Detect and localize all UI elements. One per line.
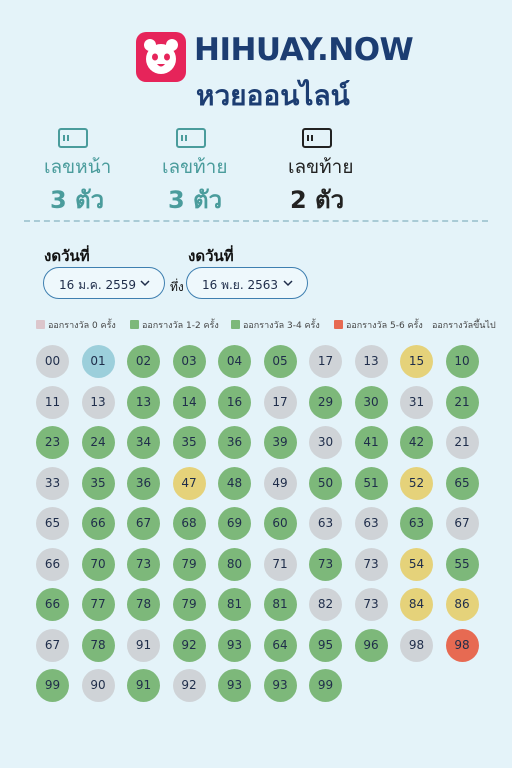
number-ball[interactable]: 52 xyxy=(400,467,433,500)
dashed-divider xyxy=(24,220,488,222)
number-ball[interactable]: 98 xyxy=(446,629,479,662)
chevron-down-icon xyxy=(138,276,152,290)
number-ball[interactable]: 65 xyxy=(36,507,69,540)
number-ball[interactable]: 36 xyxy=(127,467,160,500)
number-ball[interactable]: 35 xyxy=(173,426,206,459)
number-ball[interactable]: 71 xyxy=(264,548,297,581)
number-ball[interactable]: 69 xyxy=(218,507,251,540)
number-ball[interactable]: 34 xyxy=(127,426,160,459)
number-ball[interactable]: 23 xyxy=(36,426,69,459)
number-ball[interactable]: 79 xyxy=(173,588,206,621)
number-ball[interactable]: 13 xyxy=(355,345,388,378)
tab-label: เลขหน้า xyxy=(44,156,112,178)
legend-label: ออกรางวัล 1-2 ครั้ง xyxy=(142,321,219,331)
number-ball[interactable]: 99 xyxy=(309,669,342,702)
brand-subtitle: หวยออนไลน์ xyxy=(196,79,350,112)
number-ball[interactable]: 91 xyxy=(127,669,160,702)
number-ball[interactable]: 14 xyxy=(173,386,206,419)
number-ball[interactable]: 90 xyxy=(82,669,115,702)
number-ball[interactable]: 24 xyxy=(82,426,115,459)
number-ball[interactable]: 80 xyxy=(218,548,251,581)
number-ball[interactable]: 17 xyxy=(309,345,342,378)
number-ball[interactable]: 50 xyxy=(309,467,342,500)
number-ball[interactable]: 00 xyxy=(36,345,69,378)
legend-label: ออกรางวัล 0 ครั้ง xyxy=(48,321,116,331)
number-ball[interactable]: 02 xyxy=(127,345,160,378)
number-ball[interactable]: 73 xyxy=(355,588,388,621)
ticket-icon xyxy=(302,128,332,148)
number-ball[interactable]: 10 xyxy=(446,345,479,378)
number-ball[interactable]: 36 xyxy=(218,426,251,459)
number-ball[interactable]: 81 xyxy=(218,588,251,621)
legend-swatch xyxy=(231,320,240,329)
number-ball[interactable]: 67 xyxy=(127,507,160,540)
number-ball[interactable]: 63 xyxy=(355,507,388,540)
legend-label: ออกรางวัล 3-4 ครั้ง xyxy=(243,321,320,331)
to-date-label: งดวันที่ xyxy=(188,247,234,265)
number-ball[interactable]: 93 xyxy=(218,629,251,662)
legend-swatch xyxy=(334,320,343,329)
number-ball[interactable]: 93 xyxy=(218,669,251,702)
number-ball[interactable]: 21 xyxy=(446,386,479,419)
number-ball[interactable]: 79 xyxy=(173,548,206,581)
number-ball[interactable]: 51 xyxy=(355,467,388,500)
brand-header xyxy=(136,30,426,110)
number-ball[interactable]: 82 xyxy=(309,588,342,621)
legend xyxy=(36,318,506,332)
number-ball[interactable]: 98 xyxy=(400,629,433,662)
number-ball[interactable]: 77 xyxy=(82,588,115,621)
number-ball[interactable]: 13 xyxy=(82,386,115,419)
number-ball[interactable]: 03 xyxy=(173,345,206,378)
number-ball[interactable]: 60 xyxy=(264,507,297,540)
number-ball[interactable]: 78 xyxy=(82,629,115,662)
tab-sublabel: 2 ตัว xyxy=(290,186,345,214)
to-date-value: 16 พ.ย. 2563 xyxy=(202,278,279,292)
number-ball[interactable]: 67 xyxy=(446,507,479,540)
number-ball[interactable]: 64 xyxy=(264,629,297,662)
number-ball[interactable]: 04 xyxy=(218,345,251,378)
number-ball[interactable]: 55 xyxy=(446,548,479,581)
number-ball[interactable]: 41 xyxy=(355,426,388,459)
number-ball[interactable]: 39 xyxy=(264,426,297,459)
number-ball[interactable]: 47 xyxy=(173,467,206,500)
number-ball[interactable]: 33 xyxy=(36,467,69,500)
to-connector: ทึ่ง xyxy=(170,280,184,294)
legend-item xyxy=(231,318,320,332)
number-ball[interactable]: 96 xyxy=(355,629,388,662)
number-ball[interactable]: 30 xyxy=(355,386,388,419)
legend-swatch xyxy=(36,320,45,329)
number-ball[interactable]: 63 xyxy=(400,507,433,540)
number-ball[interactable]: 81 xyxy=(264,588,297,621)
number-ball[interactable]: 16 xyxy=(218,386,251,419)
legend-item xyxy=(36,318,116,332)
number-ball[interactable]: 73 xyxy=(355,548,388,581)
tab-label: เลขท้าย xyxy=(288,156,354,178)
number-ball[interactable]: 21 xyxy=(446,426,479,459)
number-ball[interactable]: 17 xyxy=(264,386,297,419)
number-ball[interactable]: 92 xyxy=(173,669,206,702)
number-ball[interactable]: 01 xyxy=(82,345,115,378)
number-ball[interactable]: 48 xyxy=(218,467,251,500)
number-ball[interactable]: 65 xyxy=(446,467,479,500)
legend-swatch xyxy=(130,320,139,329)
number-ball[interactable]: 63 xyxy=(309,507,342,540)
tab-sublabel: 3 ตัว xyxy=(50,186,105,214)
legend-item xyxy=(130,318,219,332)
number-ball[interactable]: 86 xyxy=(446,588,479,621)
chevron-down-icon xyxy=(281,276,295,290)
number-ball[interactable]: 54 xyxy=(400,548,433,581)
number-ball[interactable]: 15 xyxy=(400,345,433,378)
number-ball[interactable]: 29 xyxy=(309,386,342,419)
brand-name: HIHUAY.NOW xyxy=(194,32,414,68)
number-ball[interactable]: 11 xyxy=(36,386,69,419)
number-ball[interactable]: 78 xyxy=(127,588,160,621)
number-ball[interactable]: 35 xyxy=(82,467,115,500)
legend-label: ออกรางวัล 5-6 ครั้ง xyxy=(346,321,423,331)
from-date-select[interactable] xyxy=(43,267,165,299)
number-ball[interactable]: 31 xyxy=(400,386,433,419)
number-ball[interactable]: 05 xyxy=(264,345,297,378)
number-ball[interactable]: 49 xyxy=(264,467,297,500)
tab-label: เลขท้าย xyxy=(162,156,228,178)
panda-icon xyxy=(136,32,186,82)
tab-sublabel: 3 ตัว xyxy=(168,186,223,214)
number-ball[interactable]: 91 xyxy=(127,629,160,662)
legend-label: ออกรางวัลขึ้นไป xyxy=(432,321,496,331)
number-ball[interactable]: 93 xyxy=(264,669,297,702)
ticket-icon xyxy=(176,128,206,148)
number-ball[interactable]: 67 xyxy=(36,629,69,662)
from-date-label: งดวันที่ xyxy=(44,247,90,265)
number-ball[interactable]: 66 xyxy=(36,548,69,581)
number-ball[interactable]: 68 xyxy=(173,507,206,540)
legend-item xyxy=(334,318,423,332)
number-ball[interactable]: 70 xyxy=(82,548,115,581)
from-date-value: 16 ม.ค. 2559 xyxy=(59,278,137,292)
number-ball[interactable]: 42 xyxy=(400,426,433,459)
number-ball[interactable]: 73 xyxy=(127,548,160,581)
to-date-select[interactable] xyxy=(186,267,308,299)
number-ball[interactable]: 73 xyxy=(309,548,342,581)
number-ball[interactable]: 66 xyxy=(82,507,115,540)
number-ball[interactable]: 95 xyxy=(309,629,342,662)
number-grid xyxy=(36,345,486,725)
number-ball[interactable]: 84 xyxy=(400,588,433,621)
number-ball[interactable]: 92 xyxy=(173,629,206,662)
number-ball[interactable]: 99 xyxy=(36,669,69,702)
legend-item xyxy=(432,318,496,332)
number-ball[interactable]: 13 xyxy=(127,386,160,419)
ticket-icon xyxy=(58,128,88,148)
number-ball[interactable]: 66 xyxy=(36,588,69,621)
number-ball[interactable]: 30 xyxy=(309,426,342,459)
